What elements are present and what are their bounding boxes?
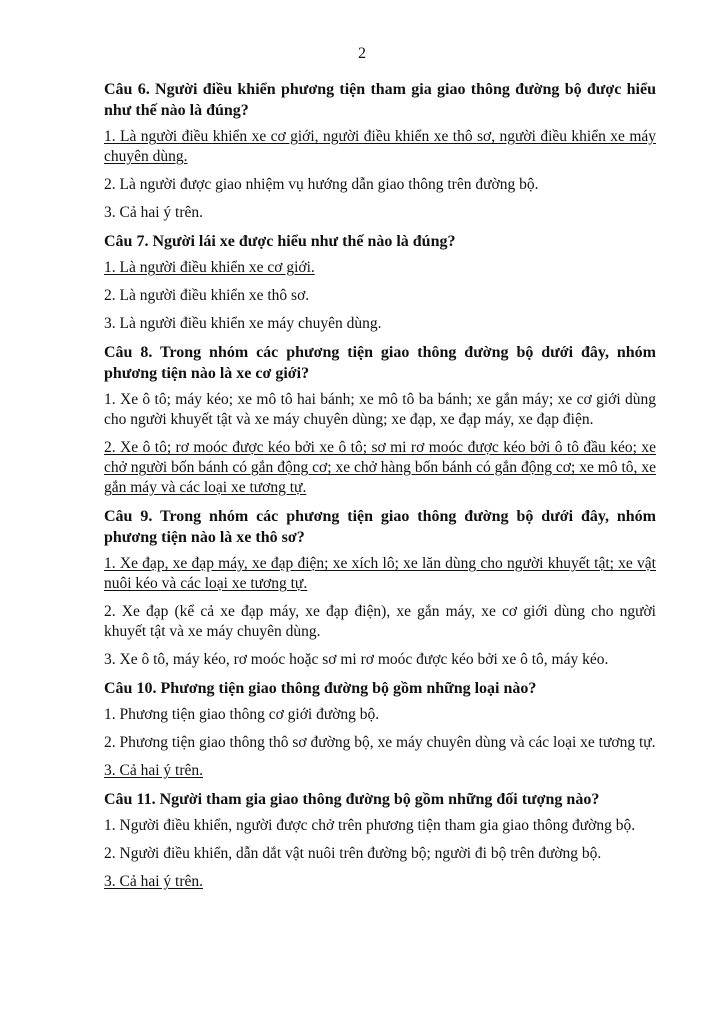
question-8 [104, 342, 656, 498]
answer-option [104, 127, 656, 167]
answer-text: 2. Xe ô tô; rơ moóc được kéo bởi xe ô tô; sơ mi rơ moóc được kéo bởi ô tô đầu kéo; xe chở người bốn bánh có gắn động cơ; xe chở hàng bốn bánh có gắn động cơ; xe mô tô, xe gắn máy và các loại xe tương tự. [104, 439, 656, 496]
answer-text: 3. Cả hai ý trên. [104, 762, 204, 779]
answer-text: 1. Là người điều khiển xe cơ giới, người điều khiển xe thô sơ, người điều khiển xe máy chuyên dùng. [104, 128, 656, 165]
answer-option [104, 650, 656, 670]
question-title: Câu 8. Trong nhóm các phương tiện giao thông đường bộ dưới đây, nhóm phương tiện nào là xe cơ giới? [104, 344, 656, 382]
answer-text: 2. Là người điều khiển xe thô sơ. [104, 287, 310, 304]
answer-option [104, 258, 656, 278]
question-10 [104, 678, 656, 781]
question-title: Câu 9. Trong nhóm các phương tiện giao thông đường bộ dưới đây, nhóm phương tiện nào là xe thô sơ? [104, 508, 656, 546]
answer-option [104, 872, 656, 892]
answer-text: 3. Xe ô tô, máy kéo, rơ moóc hoặc sơ mi rơ moóc được kéo bởi xe ô tô, máy kéo. [104, 651, 609, 668]
answer-text: 3. Cả hai ý trên. [104, 204, 204, 221]
answer-option [104, 438, 656, 498]
question-list [104, 79, 656, 900]
answer-text: 1. Phương tiện giao thông cơ giới đường bộ. [104, 706, 380, 723]
answer-option [104, 816, 656, 836]
answer-option [104, 203, 656, 223]
question-title: Câu 10. Phương tiện giao thông đường bộ gồm những loại nào? [104, 680, 537, 697]
answer-option [104, 286, 656, 306]
answer-option [104, 390, 656, 430]
answer-text: 1. Xe ô tô; máy kéo; xe mô tô hai bánh; xe mô tô ba bánh; xe gắn máy; xe cơ giới dùng cho người khuyết tật và xe máy chuyên dùng; xe đạp, xe đạp máy, xe đạp điện. [104, 391, 656, 428]
answer-text: 1. Người điều khiển, người được chở trên phương tiện tham gia giao thông đường bộ. [104, 817, 636, 834]
answer-text: 3. Cả hai ý trên. [104, 873, 204, 890]
answer-text: 3. Là người điều khiển xe máy chuyên dùng. [104, 315, 382, 332]
answer-option [104, 554, 656, 594]
answer-option [104, 844, 656, 864]
page-number: 2 [358, 45, 366, 62]
answer-option [104, 733, 656, 753]
answer-option [104, 705, 656, 725]
answer-text: 1. Xe đạp, xe đạp máy, xe đạp điện; xe xích lô; xe lăn dùng cho người khuyết tật; xe vật nuôi kéo và các loại xe tương tự. [104, 555, 656, 592]
answer-option [104, 314, 656, 334]
answer-text: 2. Xe đạp (kể cả xe đạp máy, xe đạp điện), xe gắn máy, xe cơ giới dùng cho người khuyết tật và xe máy chuyên dùng. [104, 603, 656, 640]
answer-text: 2. Phương tiện giao thông thô sơ đường bộ, xe máy chuyên dùng và các loại xe tương tự. [104, 734, 656, 751]
answer-option [104, 761, 656, 781]
answer-option [104, 175, 656, 195]
question-11 [104, 789, 656, 892]
question-title: Câu 11. Người tham gia giao thông đường bộ gồm những đối tượng nào? [104, 791, 600, 808]
question-9 [104, 506, 656, 670]
answer-text: 2. Người điều khiển, dẫn dắt vật nuôi trên đường bộ; người đi bộ trên đường bộ. [104, 845, 602, 862]
answer-option [104, 602, 656, 642]
question-title: Câu 6. Người điều khiển phương tiện tham gia giao thông đường bộ được hiểu như thế nào là đúng? [104, 81, 656, 119]
question-7 [104, 231, 656, 334]
answer-text: 2. Là người được giao nhiệm vụ hướng dẫn giao thông trên đường bộ. [104, 176, 539, 193]
question-6 [104, 79, 656, 223]
question-title: Câu 7. Người lái xe được hiểu như thế nào là đúng? [104, 233, 456, 250]
answer-text: 1. Là người điều khiển xe cơ giới. [104, 259, 315, 276]
